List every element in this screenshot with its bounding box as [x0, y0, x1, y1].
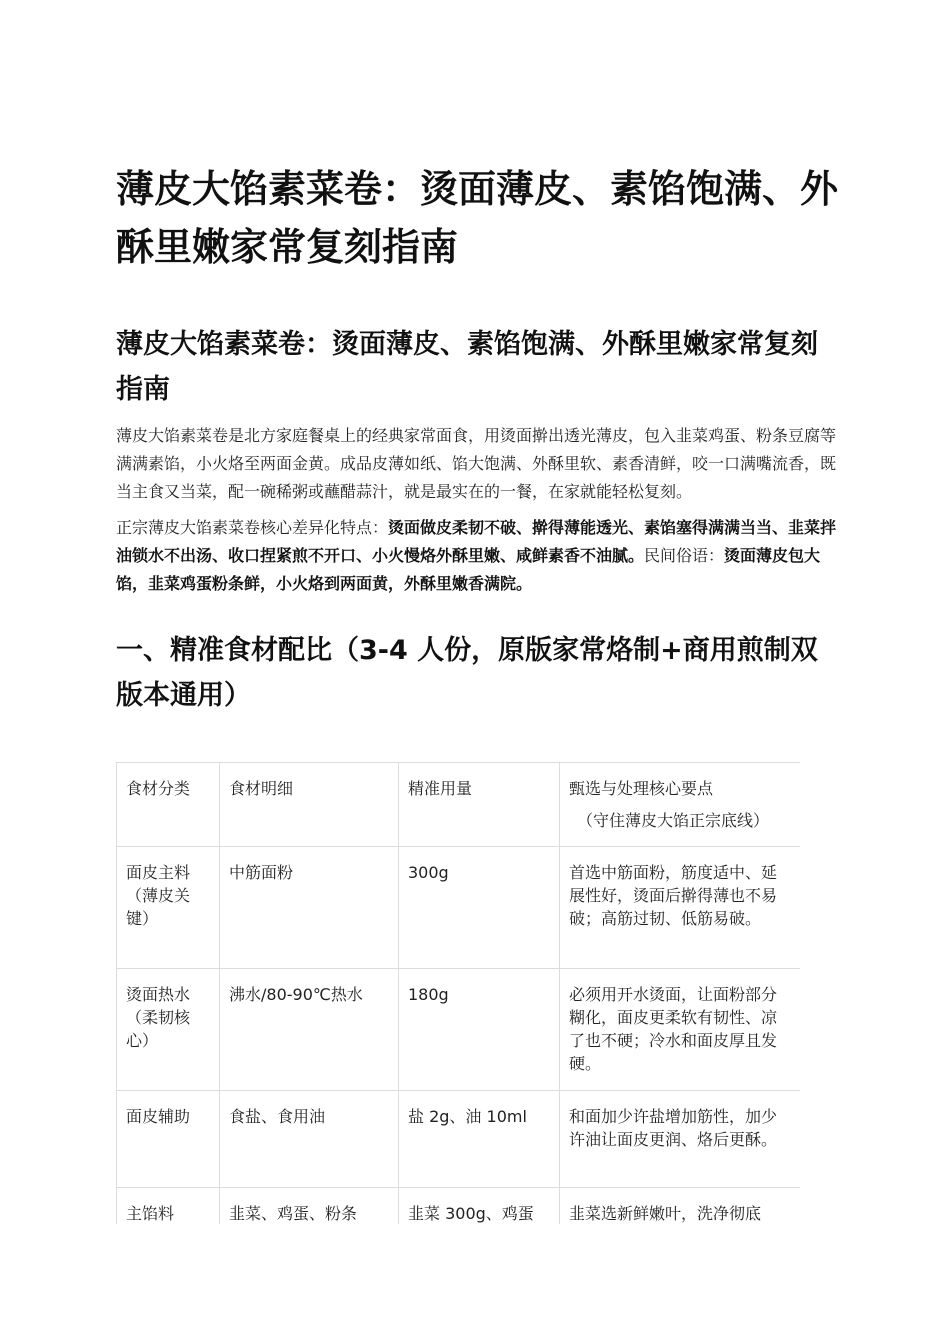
table-header-cell: [560, 763, 801, 847]
table-cell: 300g: [399, 847, 560, 969]
table-row: [117, 847, 801, 969]
table-cell: 韭菜选新鲜嫩叶，洗净彻底: [560, 1188, 801, 1225]
table-cell: 烫面热水（柔韧核心）: [117, 969, 220, 1091]
section-heading-ingredients: 一、精准食材配比（3-4 人份，原版家常烙制+商用煎制双版本通用）: [116, 635, 818, 711]
document-body: [116, 160, 840, 718]
table-row: [117, 969, 801, 1091]
features-paragraph: [116, 514, 840, 598]
features-proverb: 烫面薄皮包大馅，韭菜鸡蛋粉条鲜，小火烙到两面黄，外酥里嫩香满院。: [116, 546, 821, 593]
table-cell: 面皮辅助: [117, 1091, 220, 1188]
ingredients-table-wrap: [116, 762, 800, 1224]
table-cell: 主馅料: [117, 1188, 220, 1225]
table-cell: 沸水/80-90℃热水: [220, 969, 399, 1091]
table-header-cell: 食材明细: [220, 763, 399, 847]
page-title: 薄皮大馅素菜卷：烫面薄皮、素馅饱满、外酥里嫩家常复刻指南: [116, 167, 839, 269]
article-subtitle: 薄皮大馅素菜卷：烫面薄皮、素馅饱满、外酥里嫩家常复刻指南: [116, 329, 818, 405]
table-header-cell: 精准用量: [399, 763, 560, 847]
intro-paragraph: 薄皮大馅素菜卷是北方家庭餐桌上的经典家常面食，用烫面擀出透光薄皮，包入韭菜鸡蛋、粉条豆腐等满满素馅，小火烙至两面金黄。成品皮薄如纸、馅大饱满、外酥里软、素香清鲜，咬一口满嘴流香，既当主食又当菜，配一碗稀粥或蘸醋蒜汁，就是最实在的一餐，在家就能轻松复刻。: [116, 426, 837, 501]
ingredients-table: [116, 762, 800, 1224]
table-header-label: 甄选与处理核心要点: [569, 779, 714, 798]
table-header-cell: 食材分类: [117, 763, 220, 847]
table-row: [117, 1091, 801, 1188]
table-cell: 韭菜、鸡蛋、粉条: [220, 1188, 399, 1225]
table-cell: 首选中筋面粉，筋度适中、延展性好，烫面后擀得薄也不易破；高筋过韧、低筋易破。: [560, 847, 801, 969]
features-proverb-lead: 民间俗语：: [644, 546, 725, 565]
features-bold-list: 烫面做皮柔韧不破、擀得薄能透光、素馅塞得满满当当、韭菜拌油锁水不出汤、收口捏紧煎不开口、小火慢烙外酥里嫩、咸鲜素香不油腻。: [116, 518, 837, 565]
table-cell: 盐 2g、油 10ml: [399, 1091, 560, 1188]
table-cell: 必须用开水烫面，让面粉部分糊化，面皮更柔软有韧性、凉了也不硬；冷水和面皮厚且发硬。: [560, 969, 801, 1091]
table-cell: 韭菜 300g、鸡蛋: [399, 1188, 560, 1225]
table-cell: 和面加少许盐增加筋性，加少许油让面皮更润、烙后更酥。: [560, 1091, 801, 1188]
table-header-note: （守住薄皮大馅正宗底线）: [577, 811, 770, 830]
table-cell: 食盐、食用油: [220, 1091, 399, 1188]
table-header-row: [117, 763, 801, 847]
table-cell: 面皮主料（薄皮关键）: [117, 847, 220, 969]
table-cell: 中筋面粉: [220, 847, 399, 969]
table-row: [117, 1188, 801, 1225]
table-cell: 180g: [399, 969, 560, 1091]
features-lead: 正宗薄皮大馅素菜卷核心差异化特点：: [116, 518, 389, 537]
